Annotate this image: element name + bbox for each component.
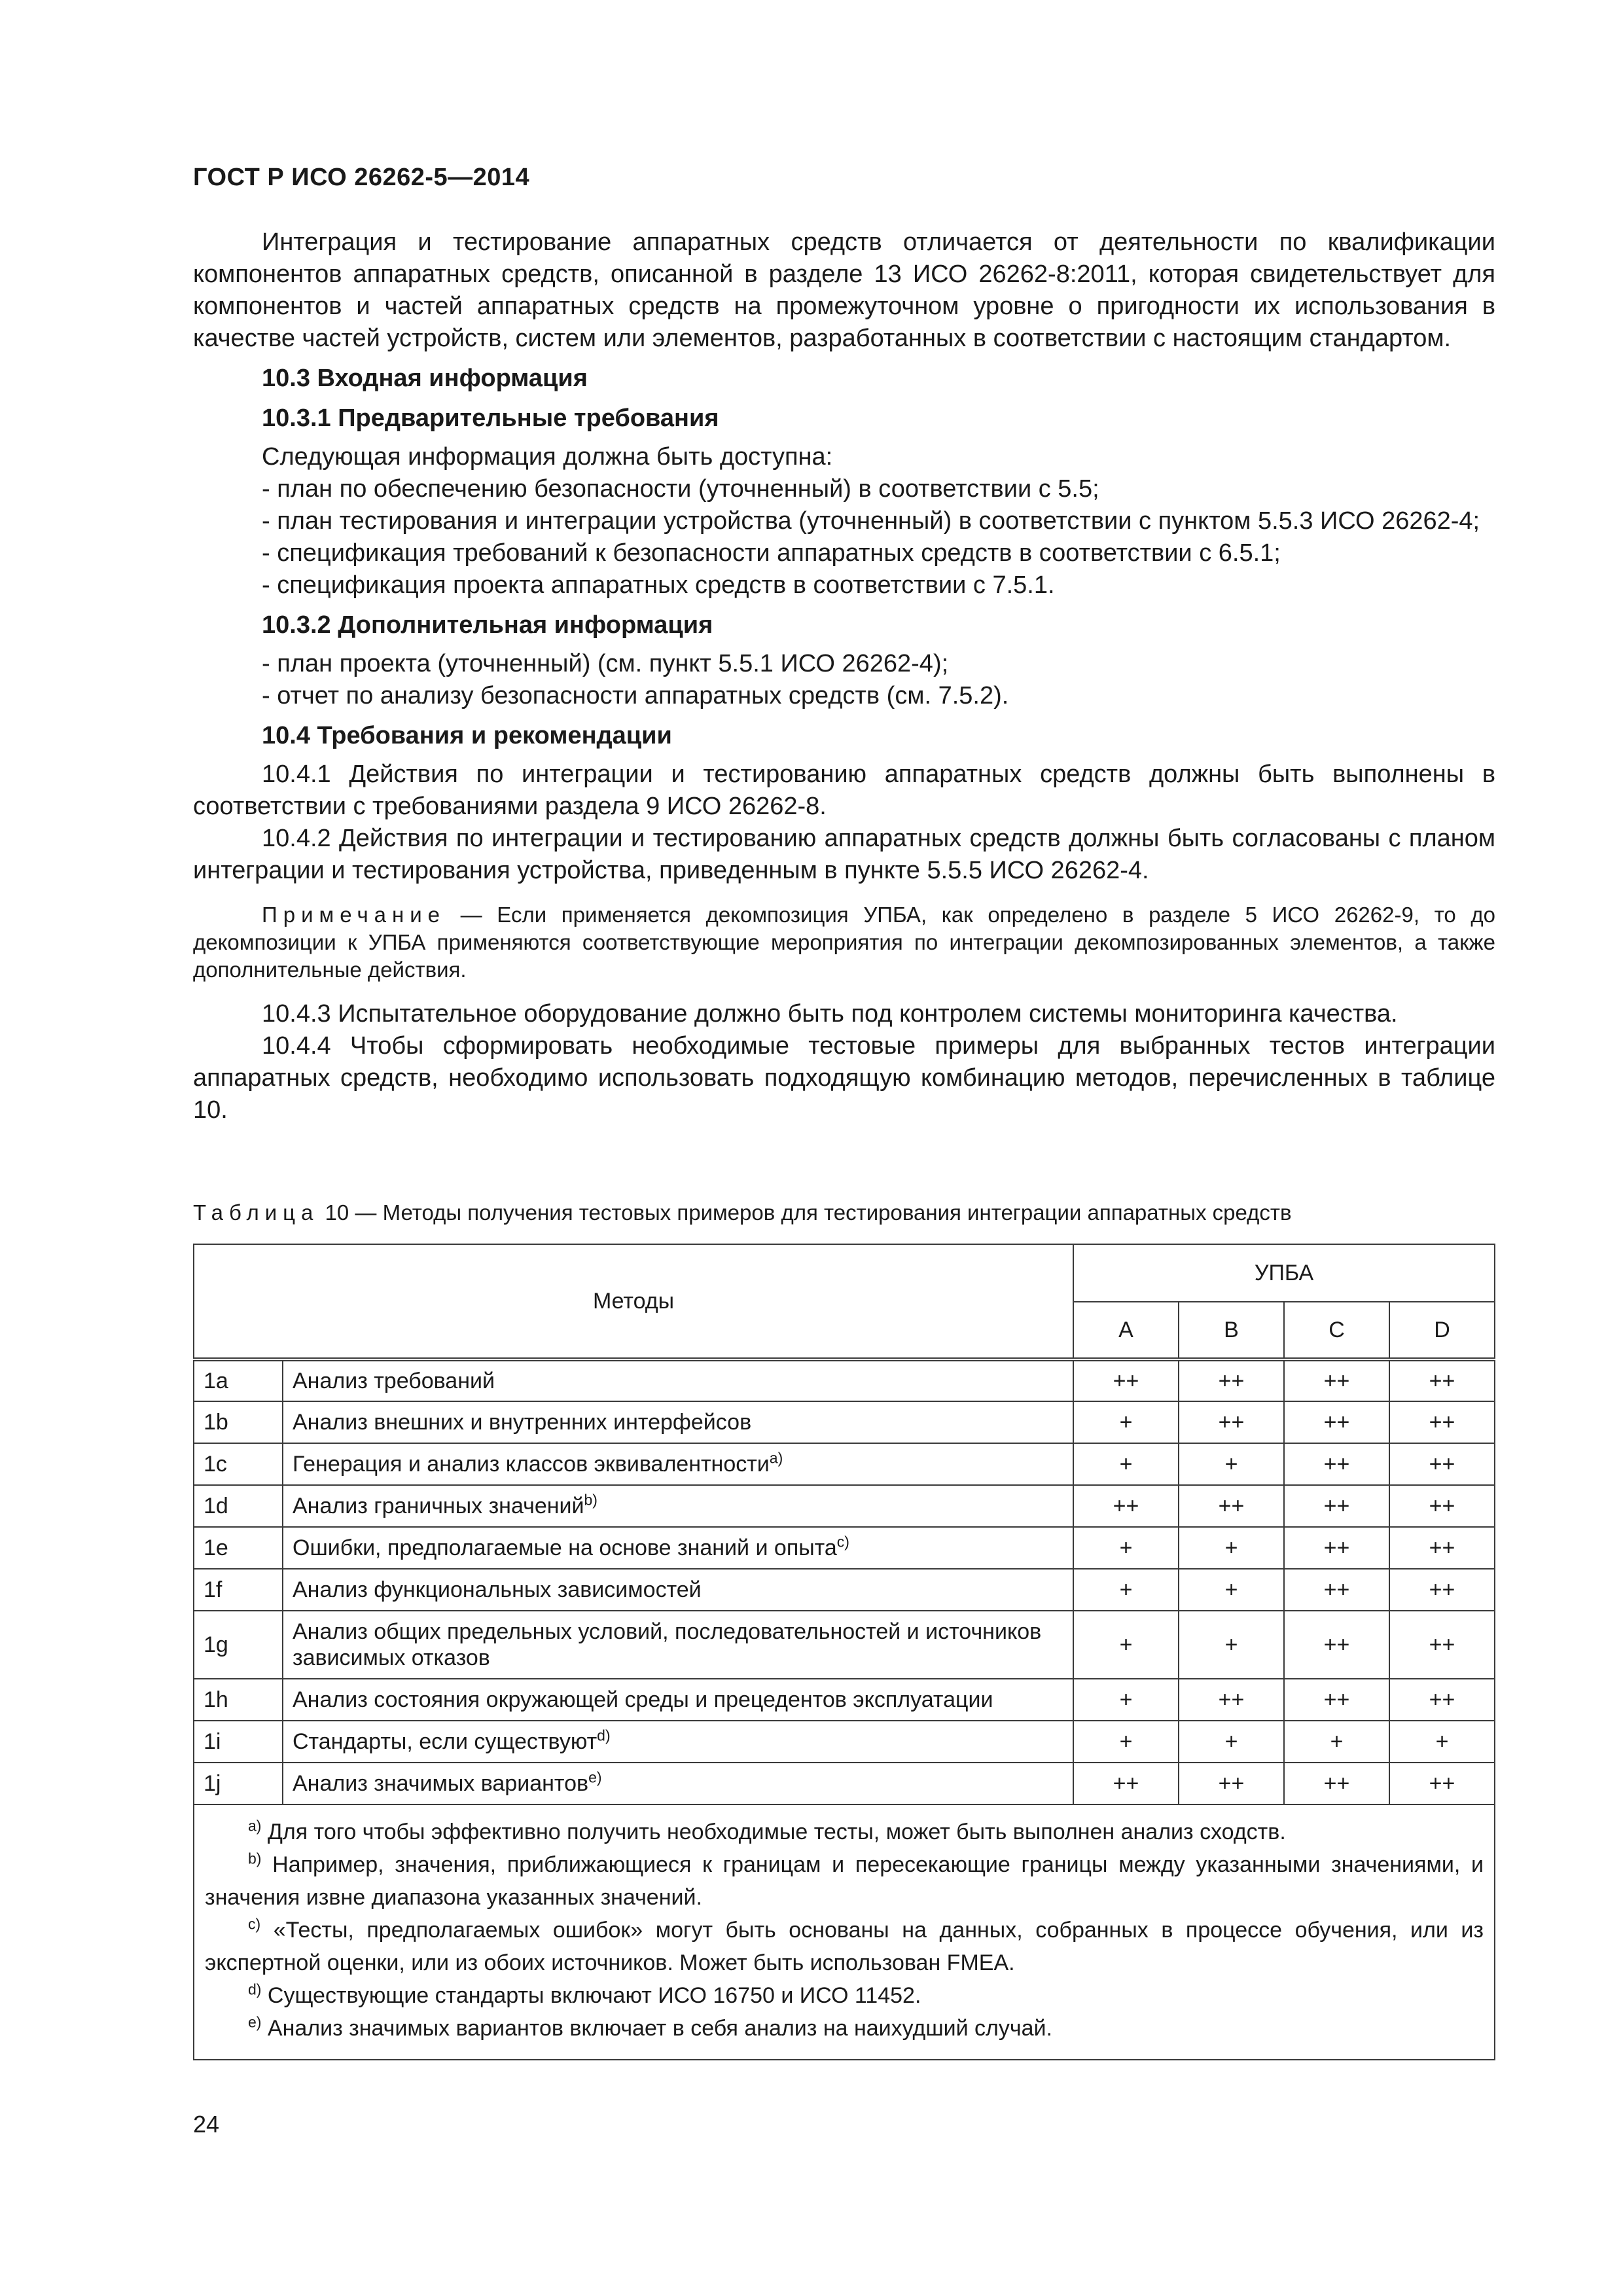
document-body [193,226,1495,1126]
prerequisites-lead: Следующая информация должна быть доступна: [262,443,833,471]
page-number: 24 [193,2111,220,2138]
table-row [194,1721,1495,1763]
table-row [194,1359,1495,1401]
further-info-item: - план проекта (уточненный) (см. пункт 5.5.1 ИСО 26262-4); [262,650,949,677]
section-10-3-2-heading: 10.3.2 Дополнительная информация [262,611,713,639]
level-c-value: ++ [1284,1401,1389,1443]
level-b-value: ++ [1179,1485,1284,1527]
footnote-item [205,1914,1484,1979]
level-a-value: + [1073,1443,1179,1485]
method-name [283,1443,1073,1485]
intro-paragraph: Интеграция и тестирование аппаратных средств отличается от деятельности по квалификации компонентов аппаратных средств, описанной в разделе 13 ИСО 26262-8:2011, которая свидетельствует для компонентов и частей аппаратных средств на промежуточном уровне о пригодности их использования в качестве частей устройств, систем или элементов, разработанных в соответствии с настоящим стандартом. [193,228,1495,352]
footnotes-row [194,1804,1495,2060]
method-text: Анализ функциональных зависимостей [293,1577,702,1602]
level-c-value: ++ [1284,1527,1389,1569]
footnote-ref: e) [588,1768,602,1786]
method-id: 1i [194,1721,283,1763]
level-a-value: + [1073,1611,1179,1679]
footnote-item [205,1816,1484,1848]
method-name [283,1721,1073,1763]
level-c-value: ++ [1284,1359,1389,1401]
prerequisite-item: - план по обеспечению безопасности (уточненный) в соответствии с 5.5; [262,475,1099,503]
level-d-value: + [1389,1721,1495,1763]
method-text: Стандарты, если существуют [293,1729,597,1754]
method-name [283,1401,1073,1443]
level-a-value: + [1073,1569,1179,1611]
level-b-value: + [1179,1569,1284,1611]
footnote-item [205,1979,1484,2012]
further-info-item: - отчет по анализу безопасности аппаратных средств (см. 7.5.2). [262,682,1009,709]
prerequisite-item: - план тестирования и интеграции устройства (уточненный) в соответствии с пунктом 5.5.3 ИСО 26262-4; [262,507,1480,535]
prerequisite-item: - спецификация требований к безопасности аппаратных средств в соответствии с 6.5.1; [262,539,1281,567]
header-level-d: D [1389,1302,1495,1359]
method-text: Анализ общих предельных условий, последовательностей и источников зависимых отказов [293,1619,1042,1670]
footnote-ref: b) [584,1491,597,1509]
level-a-value: ++ [1073,1485,1179,1527]
table-row [194,1485,1495,1527]
footnote-text: «Тесты, предполагаемых ошибок» могут быть основаны на данных, собранных в процессе обучения, или из экспертной оценки, или из обоих источников. Может быть использован FMEA. [205,1918,1484,1975]
level-d-value: ++ [1389,1569,1495,1611]
prerequisite-item: - спецификация проекта аппаратных средств в соответствии с 7.5.1. [262,571,1055,599]
note-paragraph [193,901,1495,984]
footnote-ref: a) [769,1449,783,1467]
table-row [194,1569,1495,1611]
section-10-3-heading: 10.3 Входная информация [262,365,588,392]
section-10-4-heading: 10.4 Требования и рекомендации [262,722,672,749]
level-a-value: + [1073,1721,1179,1763]
document-header: ГОСТ Р ИСО 26262-5—2014 [193,164,530,191]
level-b-value: ++ [1179,1359,1284,1401]
method-id: 1g [194,1611,283,1679]
note-label: Примечание [262,903,446,927]
method-text: Генерация и анализ классов эквивалентности [293,1451,770,1477]
header-asil: УПБА [1073,1244,1495,1302]
method-name [283,1359,1073,1401]
level-d-value: ++ [1389,1679,1495,1721]
section-10-3-1-heading: 10.3.1 Предварительные требования [262,404,719,432]
method-id: 1d [194,1485,283,1527]
footnote-mark: b) [248,1850,262,1867]
level-c-value: ++ [1284,1485,1389,1527]
footnote-mark: a) [248,1817,262,1835]
header-methods: Методы [194,1244,1073,1359]
note-text: — Если применяется декомпозиция УПБА, как определено в разделе 5 ИСО 26262-9, то до декомпозиции к УПБА применяются соответствующие мероприятия по интеграции декомпозированных элементов, а также дополнительные действия. [193,903,1495,982]
footnote-mark: e) [248,2013,262,2031]
method-name [283,1611,1073,1679]
footnote-ref: d) [597,1727,611,1744]
level-c-value: ++ [1284,1679,1389,1721]
level-d-value: ++ [1389,1359,1495,1401]
footnote-text: Анализ значимых вариантов включает в себя анализ на наихудший случай. [261,2016,1052,2041]
footnote-text: Для того чтобы эффективно получить необходимые тесты, может быть выполнен анализ сходств. [261,1820,1286,1844]
table-row [194,1401,1495,1443]
clause-10-4-4: 10.4.4 Чтобы сформировать необходимые тестовые примеры для выбранных тестов интеграции аппаратных средств, необходимо использовать подходящую комбинацию методов, перечисленных в таблице 10. [193,1032,1495,1124]
level-a-value: ++ [1073,1359,1179,1401]
level-b-value: + [1179,1527,1284,1569]
header-level-b: B [1179,1302,1284,1359]
level-c-value: ++ [1284,1569,1389,1611]
method-id: 1f [194,1569,283,1611]
method-text: Анализ требований [293,1368,495,1393]
level-d-value: ++ [1389,1611,1495,1679]
level-d-value: ++ [1389,1527,1495,1569]
table-row [194,1527,1495,1569]
footnote-text: Существующие стандарты включают ИСО 16750 и ИСО 11452. [261,1983,921,2008]
table-footnotes [194,1804,1495,2060]
method-id: 1a [194,1359,283,1401]
method-name [283,1763,1073,1804]
level-a-value: + [1073,1679,1179,1721]
method-id: 1e [194,1527,283,1569]
method-id: 1h [194,1679,283,1721]
footnote-item [205,2012,1484,2045]
level-d-value: ++ [1389,1401,1495,1443]
table-row [194,1763,1495,1804]
level-b-value: + [1179,1611,1284,1679]
method-id: 1c [194,1443,283,1485]
header-level-a: A [1073,1302,1179,1359]
method-id: 1b [194,1401,283,1443]
level-b-value: + [1179,1443,1284,1485]
method-text: Анализ состояния окружающей среды и прецедентов эксплуатации [293,1687,993,1712]
level-d-value: ++ [1389,1763,1495,1804]
table-row [194,1679,1495,1721]
level-c-value: ++ [1284,1763,1389,1804]
table-row [194,1611,1495,1679]
level-d-value: ++ [1389,1443,1495,1485]
method-text: Анализ граничных значений [293,1493,584,1518]
method-name [283,1485,1073,1527]
level-a-value: ++ [1073,1763,1179,1804]
method-name [283,1527,1073,1569]
footnote-mark: c) [248,1915,261,1933]
table-row [194,1443,1495,1485]
level-c-value: + [1284,1721,1389,1763]
level-a-value: + [1073,1401,1179,1443]
footnote-item [205,1848,1484,1914]
clause-10-4-2: 10.4.2 Действия по интеграции и тестированию аппаратных средств должны быть согласованы с планом интеграции и тестирования устройства, приведенным в пункте 5.5.5 ИСО 26262-4. [193,825,1495,884]
method-text: Ошибки, предполагаемые на основе знаний и опыта [293,1535,837,1560]
methods-table [193,1244,1495,2060]
level-d-value: ++ [1389,1485,1495,1527]
clause-10-4-3: 10.4.3 Испытательное оборудование должно быть под контролем системы мониторинга качества. [262,1000,1398,1028]
method-text: Анализ внешних и внутренних интерфейсов [293,1409,752,1435]
level-c-value: ++ [1284,1611,1389,1679]
level-c-value: ++ [1284,1443,1389,1485]
method-name [283,1679,1073,1721]
footnote-ref: c) [836,1533,849,1551]
level-b-value: ++ [1179,1679,1284,1721]
document-page [193,0,1495,2296]
level-b-value: + [1179,1721,1284,1763]
level-a-value: + [1073,1527,1179,1569]
method-text: Анализ значимых вариантов [293,1770,589,1796]
table-caption [193,1200,1292,1226]
header-level-c: C [1284,1302,1389,1359]
method-id: 1j [194,1763,283,1804]
level-b-value: ++ [1179,1401,1284,1443]
level-b-value: ++ [1179,1763,1284,1804]
clause-10-4-1: 10.4.1 Действия по интеграции и тестированию аппаратных средств должны быть выполнены в соответствии с требованиями раздела 9 ИСО 26262-8. [193,761,1495,820]
table-caption-text: 10 — Методы получения тестовых примеров для тестирования интеграции аппаратных средств [319,1200,1292,1225]
method-name [283,1569,1073,1611]
footnote-text: Например, значения, приближающиеся к границам и пересекающие границы между указанными значениями, и значения извне диапазона указанных значений. [205,1852,1484,1910]
footnote-mark: d) [248,1981,262,1998]
table-caption-label: Таблица [193,1200,319,1225]
